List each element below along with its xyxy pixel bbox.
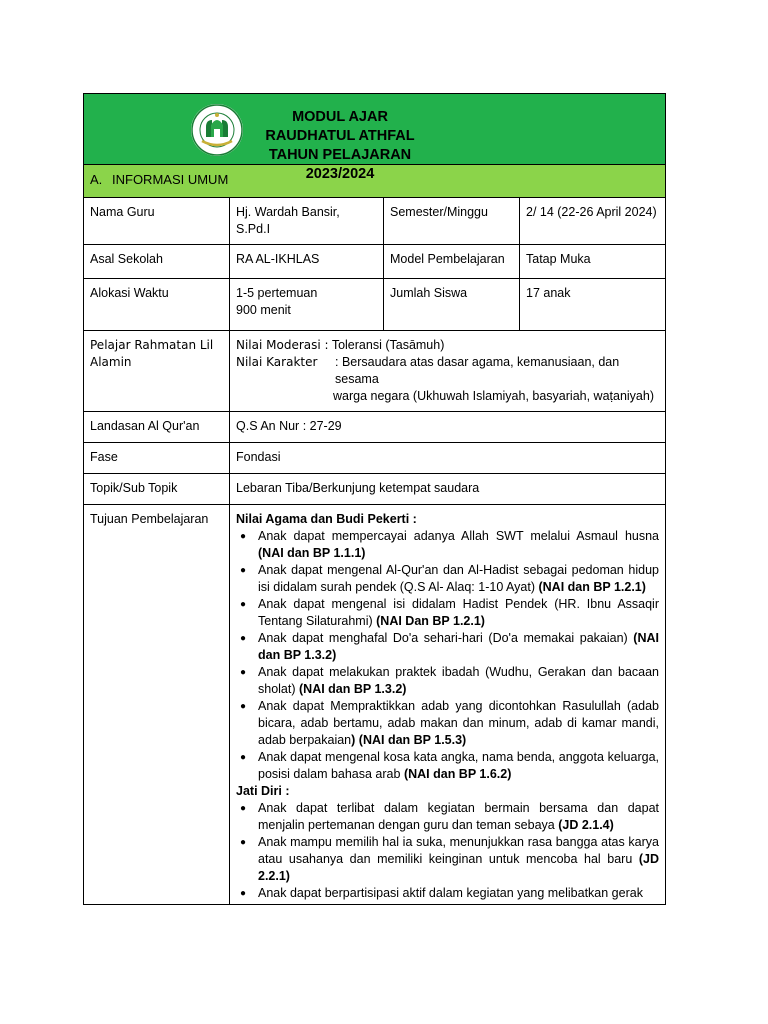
row-pelajar-rahmatan: [84, 331, 666, 412]
model-label: Model Pembelajaran: [384, 245, 520, 279]
model-value: Tatap Muka: [520, 245, 666, 279]
karakter-line2: warga negara (Ukhuwah Islamiyah, basyariah, waṭaniyah): [333, 389, 654, 403]
nilai-moderasi: [236, 337, 659, 354]
alokasi-label: Alokasi Waktu: [84, 279, 230, 331]
nama-guru-label: Nama Guru: [84, 198, 230, 245]
list-item: ● Anak dapat mengenal isi didalam Hadist Pendek (HR. Ibnu Assaqir Tentang Silaturahmi) (NAI Dan BP 1.2.1): [236, 596, 659, 630]
row-nama-guru: [84, 198, 666, 245]
nab-heading: Nilai Agama dan Budi Pekerti :: [236, 512, 417, 526]
jd-heading: Jati Diri :: [236, 784, 290, 798]
row-tujuan: [84, 505, 666, 905]
landasan-value: Q.S An Nur : 27-29: [230, 412, 666, 443]
list-item: ● Anak dapat menghafal Do'a sehari-hari (Do'a memakai pakaian) (NAI dan BP 1.3.2): [236, 630, 659, 664]
fase-value: Fondasi: [230, 443, 666, 474]
landasan-label: Landasan Al Qur'an: [84, 412, 230, 443]
jumlah-siswa-label: Jumlah Siswa: [384, 279, 520, 331]
semester-value: 2/ 14 (22-26 April 2024): [520, 198, 666, 245]
list-item: ● Anak dapat mengenal kosa kata angka, nama benda, anggota keluarga, posisi dalam bahasa arab (NAI dan BP 1.6.2): [236, 749, 659, 783]
semester-label: Semester/Minggu: [384, 198, 520, 245]
list-item: ● Anak dapat Mempraktikkan adab yang dicontohkan Rasulullah (adab bicara, adab bertamu, adab makan dan minum, adab di kamar mandi, adab berpakaian) (NAI dan BP 1.5.3): [236, 698, 659, 749]
nab-list: [236, 528, 659, 783]
jumlah-siswa-value: 17 anak: [520, 279, 666, 331]
list-item: ● Anak mampu memilih hal ia suka, menunjukkan rasa bangga atas karya atau usahanya dan memiliki keinginan untuk mencoba hal baru (JD 2.2.1): [236, 834, 659, 885]
topik-value: Lebaran Tiba/Berkunjung ketempat saudara: [230, 474, 666, 505]
karakter-key: Nilai Karakter: [236, 355, 318, 369]
list-item: ● Anak dapat berpartisipasi aktif dalam kegiatan yang melibatkan gerak: [236, 885, 659, 902]
asal-sekolah-label: Asal Sekolah: [84, 245, 230, 279]
alokasi-pertemuan: 1-5 pertemuan: [236, 286, 318, 300]
fase-label: Fase: [84, 443, 230, 474]
moderasi-key: Nilai Moderasi :: [236, 338, 329, 352]
moderasi-value: Toleransi (Tasāmuh): [331, 338, 445, 352]
jd-list: [236, 800, 659, 902]
row-fase: [84, 443, 666, 474]
section-number: A.: [90, 172, 103, 187]
header-row: [84, 94, 666, 165]
modul-ajar-table: [83, 93, 666, 905]
asal-sekolah-value: RA AL-IKHLAS: [230, 245, 384, 279]
list-item: ● Anak dapat mempercayai adanya Allah SWT melalui Asmaul husna (NAI dan BP 1.1.1): [236, 528, 659, 562]
row-landasan: [84, 412, 666, 443]
row-asal-sekolah: [84, 245, 666, 279]
school-logo-icon: [188, 103, 246, 157]
academic-year: TAHUN PELAJARAN 2023/2024: [268, 147, 412, 182]
alokasi-value: [230, 279, 384, 331]
alokasi-menit: 900 menit: [236, 303, 291, 317]
nilai-karakter: [236, 354, 659, 388]
module-title: MODUL AJAR RAUDHATUL ATHFAL: [265, 109, 415, 144]
pelajar-rahmatan-label: Pelajar Rahmatan Lil Alamin: [84, 331, 230, 412]
tujuan-content: [230, 505, 666, 905]
list-item: ● Anak dapat terlibat dalam kegiatan bermain bersama dan dapat menjalin pertemanan dengan guru dan teman sebaya (JD 2.1.4): [236, 800, 659, 834]
row-alokasi-waktu: [84, 279, 666, 331]
topik-label: Topik/Sub Topik: [84, 474, 230, 505]
karakter-line1: : Bersaudara atas dasar agama, kemanusiaan, dan sesama: [335, 355, 620, 386]
list-item: ● Anak dapat melakukan praktek ibadah (Wudhu, Gerakan dan bacaan sholat) (NAI dan BP 1.3.2): [236, 664, 659, 698]
list-item: ● Anak dapat mengenal Al-Qur'an dan Al-Hadist sebagai pedoman hidup isi didalam surah pendek (Q.S Al- Alaq: 1-10 Ayat) (NAI dan BP 1.2.1): [236, 562, 659, 596]
row-topik: [84, 474, 666, 505]
section-title: INFORMASI UMUM: [112, 172, 229, 187]
nama-guru-value: Hj. Wardah Bansir, S.Pd.I: [230, 198, 384, 245]
tujuan-label: Tujuan Pembelajaran: [84, 505, 230, 905]
nilai-cell: [230, 331, 666, 412]
